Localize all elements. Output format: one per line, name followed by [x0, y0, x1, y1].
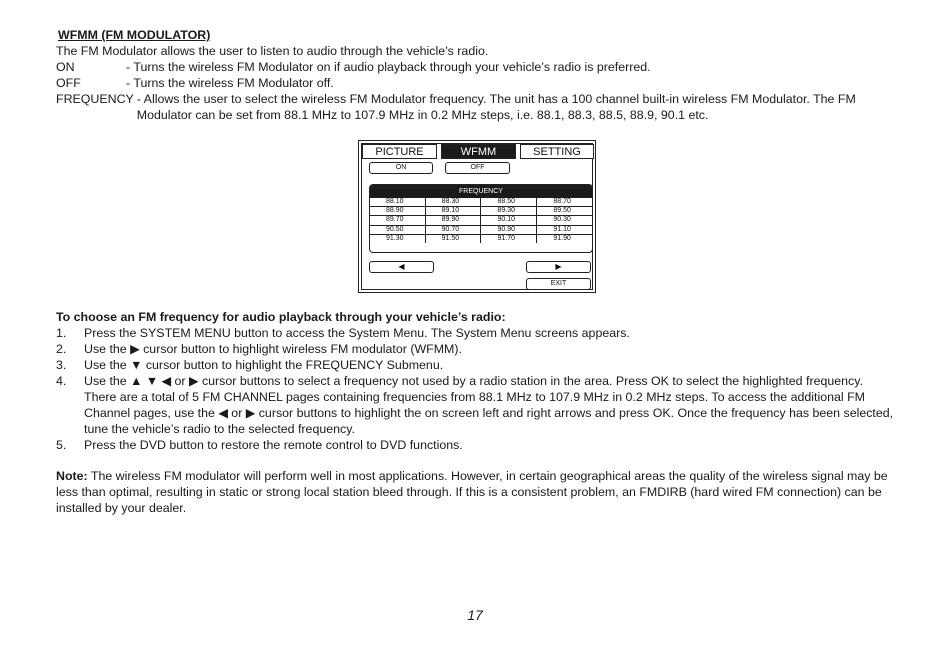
step-text: Use the ▶ cursor button to highlight wireless FM modulator (WFMM). [84, 342, 462, 356]
step-number: 4. [56, 374, 67, 388]
frequency-cell[interactable]: 89.70 [370, 216, 425, 225]
frequency-cell[interactable]: 91.10 [537, 225, 592, 234]
definition-desc: - Turns the wireless FM Modulator off. [126, 76, 334, 90]
frequency-row [370, 198, 592, 207]
wfmm-menu-screen [358, 140, 596, 293]
frequency-title: FREQUENCY [370, 185, 592, 198]
intro-text: The FM Modulator allows the user to listen to audio through the vehicle’s radio. [56, 44, 489, 58]
step-item [56, 325, 896, 341]
step-number: 1. [56, 326, 67, 340]
frequency-cell[interactable]: 88.10 [370, 198, 425, 207]
step-text: Use the ▼ cursor button to highlight the FREQUENCY Submenu. [84, 358, 444, 372]
frequency-cell[interactable]: 91.70 [481, 234, 537, 243]
on-button[interactable]: ON [369, 162, 433, 174]
steps-list [56, 325, 896, 453]
tab-wfmm[interactable]: WFMM [441, 144, 516, 159]
frequency-cell[interactable]: 88.30 [425, 198, 481, 207]
step-item [56, 357, 896, 373]
step-number: 5. [56, 438, 67, 452]
frequency-table [370, 198, 592, 243]
step-item [56, 373, 896, 437]
definition-on [56, 59, 896, 75]
step-number: 2. [56, 342, 67, 356]
definition-term: FREQUENCY [56, 92, 134, 106]
definition-desc: - Allows the user to select the wireless FM Modulator frequency. The unit has a 100 channel built-in wireless FM Modulator. The FM Modulator can be set from 88.1 MHz to 107.9 MHz in 0.2 MHz steps, i.e. 88.1, 88.3, 88.5, 88.9, 90.1 etc. [136, 92, 856, 122]
step-text: Press the SYSTEM MENU button to access the System Menu. The System Menu screens appears. [84, 326, 630, 340]
right-arrow-icon: ▶ [555, 262, 562, 271]
exit-button[interactable]: EXIT [526, 278, 591, 290]
instructions [56, 309, 896, 453]
frequency-cell[interactable]: 88.90 [370, 207, 425, 216]
frequency-row [370, 225, 592, 234]
frequency-cell[interactable]: 90.10 [481, 216, 537, 225]
frequency-cell[interactable]: 89.10 [425, 207, 481, 216]
definition-term: ON [56, 60, 75, 74]
note-text: The wireless FM modulator will perform well in most applications. However, in certain geographical areas the quality of the wireless signal may be less than optimal, resulting in static or strong local station bleed through. If this is a consistent problem, an FMDIRB (hard wired FM connection) can be installed by your dealer. [56, 469, 888, 515]
note-label: Note: [56, 469, 88, 483]
frequency-cell[interactable]: 91.30 [370, 234, 425, 243]
off-button[interactable]: OFF [445, 162, 510, 174]
step-text: Press the DVD button to restore the remote control to DVD functions. [84, 438, 463, 452]
frequency-cell[interactable]: 88.50 [481, 198, 537, 207]
definition-frequency [56, 91, 896, 123]
step-item [56, 437, 896, 453]
frequency-cell[interactable]: 91.90 [537, 234, 592, 243]
menu-tabs [362, 144, 594, 159]
frequency-row [370, 234, 592, 243]
frequency-cell[interactable]: 89.30 [481, 207, 537, 216]
tab-picture[interactable]: PICTURE [362, 144, 437, 159]
step-item [56, 341, 896, 357]
instructions-lead: To choose an FM frequency for audio playback through your vehicle’s radio: [56, 310, 506, 324]
frequency-cell[interactable]: 89.90 [425, 216, 481, 225]
step-text: Use the ▲ ▼ ◀ or ▶ cursor buttons to select a frequency not used by a radio station in the area. Press OK to select the highlighted frequency. There are a total of 5 FM CHANNEL pages containing frequencies from 88.1 MHz to 107.9 MHz in 0.2 MHz steps. To access the additional FM Channel pages, use the ◀ or ▶ cursor buttons to highlight the on screen left and right arrows and press OK. Once the frequency has been selected, tune the vehicle’s radio to the selected frequency. [84, 374, 894, 436]
next-page-button[interactable] [526, 261, 591, 273]
frequency-cell[interactable]: 90.90 [481, 225, 537, 234]
frequency-cell[interactable]: 91.50 [425, 234, 481, 243]
definition-desc: - Turns the wireless FM Modulator on if audio playback through your vehicle’s radio is preferred. [126, 60, 651, 74]
frequency-row [370, 207, 592, 216]
note-paragraph [56, 468, 896, 516]
frequency-grid [369, 184, 593, 253]
section-heading: WFMM (FM MODULATOR) [58, 28, 211, 42]
step-number: 3. [56, 358, 67, 372]
frequency-cell[interactable]: 90.30 [537, 216, 592, 225]
frequency-cell[interactable]: 90.70 [425, 225, 481, 234]
definition-term: OFF [56, 76, 81, 90]
definition-off [56, 75, 896, 91]
page-number: 17 [467, 607, 483, 623]
prev-page-button[interactable] [369, 261, 434, 273]
frequency-cell[interactable]: 88.70 [537, 198, 592, 207]
left-arrow-icon: ◀ [398, 262, 405, 271]
intro-section [56, 27, 896, 123]
frequency-cell[interactable]: 89.50 [537, 207, 592, 216]
tab-setting[interactable]: SETTING [520, 144, 594, 159]
frequency-row [370, 216, 592, 225]
frequency-cell[interactable]: 90.50 [370, 225, 425, 234]
